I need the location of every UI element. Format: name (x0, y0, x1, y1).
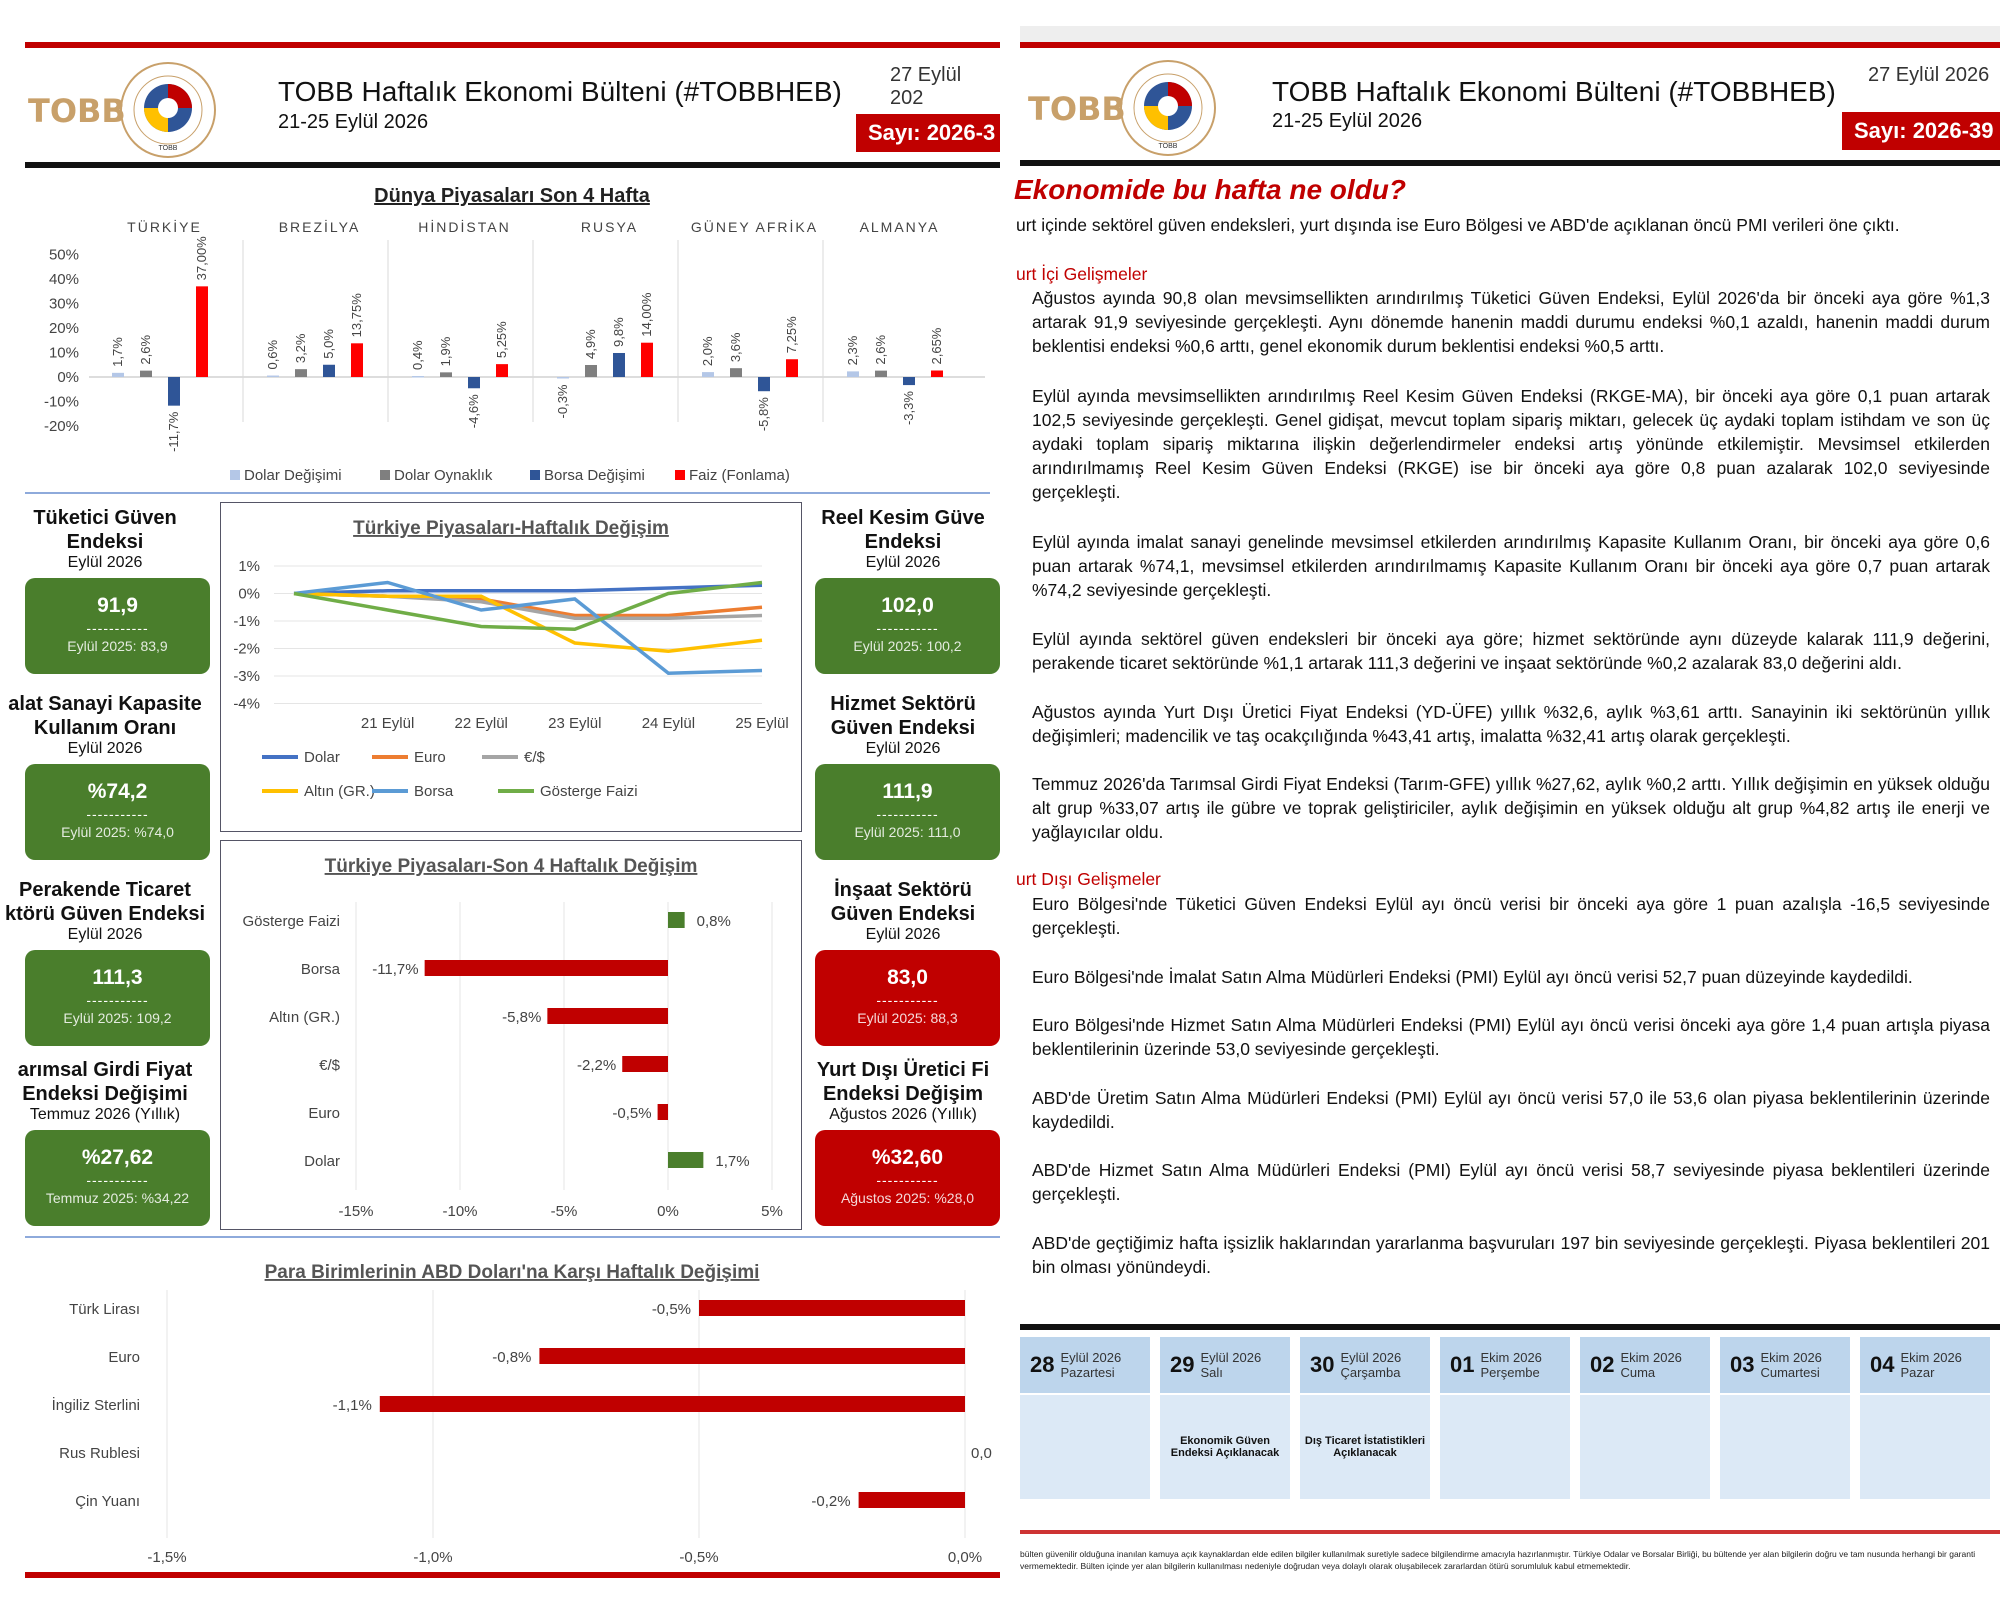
bar-value-label: -11,7% (372, 961, 419, 978)
x-tick-label: 0,0% (947, 1549, 983, 1566)
bar-value-label: 0,0 (971, 1445, 992, 1462)
bar-value-label: 2,0% (700, 336, 715, 367)
bar (668, 1152, 703, 1168)
kpi-title (806, 692, 1000, 740)
calendar-day-number: 28 (1030, 1352, 1055, 1377)
domestic-paragraph: Eylül ayında imalat sanayi genelinde mevsimsel etkilerden arındırılmış Kapasite Kullanım Oranı, bir önceki aya göre 0,6 puan artarak %74,1, mevsimsel etkilerden arındırılmamış Kapasite Kullanım Oranı bir önceki aya göre 0,7 puan artarak %74,2 seviyesinde gerçekleşti. (1032, 532, 1990, 600)
four-week-change-chart (222, 842, 800, 1228)
bar (931, 371, 943, 377)
y-tick-label: 0% (57, 369, 79, 386)
calendar-day (1720, 1337, 1850, 1499)
calendar-weekday: Pazartesi (1060, 1365, 1115, 1380)
country-label: BREZİLYA (278, 219, 361, 235)
category-label: Altın (GR.) (269, 1009, 340, 1026)
calendar-day-header (1020, 1337, 1150, 1393)
calendar-day-meta (1760, 1350, 1821, 1380)
bar-value-label: 5,0% (321, 329, 336, 359)
kpi-period: Temmuz 2026 (Yıllık) (29, 1106, 181, 1123)
kpi-title-line: ktörü Güven Endeksi (4, 903, 206, 925)
calendar-month: Ekim 2026 (1760, 1350, 1822, 1365)
bar (412, 376, 424, 378)
kpi-value: 91,9 (97, 594, 138, 617)
legend-label: Euro (414, 749, 446, 766)
foreign-paragraph: ABD'de Hizmet Satın Alma Müdürleri Endeksi (PMI) Eylül ayı öncü verisi 58,7 seviyesinde piyasa beklentileri üzerinde gerçekleşti. (1032, 1160, 1990, 1204)
seal-caption: TOBB (1158, 143, 1178, 150)
calendar-weekday: Pazar (1900, 1365, 1935, 1380)
domestic-paragraph: Eylül ayında mevsimsellikten arındırılmış Reel Kesim Güven Endeksi (RKGE-MA), bir önceki aya göre 0,1 puan artarak 102,5 seviyesinde gerçekleşti. Genel gidişat, mevcut toplam sipariş miktarı, gelecek üç aydaki toplam istihdam ve son üç aydaki toplam sipariş miktarına ilişkin değerlendirmeler endeksi artış yönünde etkilemiştir. Mevsimsel etkilerden arındırılmamış Reel Kesim Güven Endeksi (RKGE) ise bir önceki aya göre 0,8 puan azalarak 102,0 seviyesinde gerçekleşti. (1032, 386, 1990, 502)
bar (295, 369, 307, 377)
category-label: Türk Lirası (69, 1301, 140, 1318)
bar-value-label: 9,8% (611, 317, 626, 347)
bar-value-label: 2,6% (138, 334, 153, 365)
kpi-previous-value: Eylül 2025: 100,2 (853, 638, 962, 654)
calendar-event (1440, 1395, 1570, 1499)
kpi-value-box (25, 950, 210, 1046)
x-tick-label: -15% (338, 1203, 374, 1220)
bar (547, 1008, 668, 1024)
category-label: Rus Rublesi (59, 1445, 140, 1462)
y-tick-label: -1% (233, 613, 260, 630)
calendar-day (1440, 1337, 1570, 1499)
bar-value-label: -0,2% (811, 1493, 851, 1510)
section-divider (25, 1236, 1000, 1238)
calendar-day-number: 03 (1730, 1352, 1755, 1377)
kpi-title-line: Endeksi Değişim (822, 1083, 984, 1105)
legend-label: Dolar Oynaklık (394, 467, 493, 484)
world-markets-chart (25, 180, 1000, 492)
bar-value-label: -0,8% (492, 1349, 532, 1366)
calendar-day (1860, 1337, 1990, 1499)
bar-value-label: 13,75% (349, 293, 364, 338)
y-tick-label: -3% (233, 668, 260, 685)
kpi-separator: ----------- (86, 806, 149, 822)
bulletin-subtitle: 21-25 Eylül 2026 (1272, 110, 1423, 132)
bar (267, 376, 279, 378)
bar (351, 343, 363, 377)
category-label: Borsa (300, 961, 340, 978)
bar (112, 373, 124, 377)
footer-rule (1020, 1530, 2000, 1534)
y-tick-label: 10% (48, 344, 79, 362)
domestic-paragraph: Temmuz 2026'da Tarımsal Girdi Fiyat Endeksi (Tarım-GFE) yıllık %27,62, aylık %0,2 arttı. Yıllık değişimin en yüksek olduğu alt grup %33,07 artış ile gübre ve toprak geliştiriciler, aylık değişimin en yüksek olduğu alt grup %4,82 artış ile enerji ve yağlayıcılar oldu. (1032, 774, 1990, 842)
currency-change-chart (25, 1248, 1000, 1568)
kpi-title-line: Endeksi Değişimi (22, 1083, 188, 1105)
tobb-logo: TOBB (28, 92, 126, 130)
calendar-event (1580, 1395, 1710, 1499)
category-label: Dolar (304, 1153, 340, 1170)
y-tick-label: 1% (238, 558, 260, 575)
bar-value-label: -3,3% (901, 391, 916, 426)
kpi-previous-value: Eylül 2025: 111,0 (854, 824, 961, 840)
top-gray-band (1020, 26, 2000, 42)
bar (875, 371, 887, 377)
bar (496, 364, 508, 377)
foreign-paragraph: ABD'de Üretim Satın Alma Müdürleri Endeksi (PMI) Eylül ayı öncü verisi 57,0 ile 53,6 olan piyasa beklentilerinin üzerinde kaydedildi. (1032, 1088, 1990, 1132)
bar-value-label: 1,7% (110, 337, 125, 367)
bar (196, 286, 208, 377)
kpi-title (806, 878, 1000, 926)
bar (168, 377, 180, 406)
calendar-day-header (1580, 1337, 1710, 1393)
top-red-rule (25, 42, 1000, 48)
chart-title: Para Birimlerinin ABD Doları'na Karşı Haftalık Değişimi (264, 1262, 760, 1283)
bar-value-label: 0,8% (696, 913, 731, 930)
kpi-title-line: Tüketici Güven (33, 507, 177, 529)
calendar-day-meta (1060, 1350, 1121, 1380)
kpi-value: 111,3 (92, 966, 143, 989)
chart-title: Türkiye Piyasaları-Haftalık Değişim (353, 518, 669, 539)
bar-value-label: -0,3% (555, 384, 570, 419)
bottom-red-rule (25, 1572, 1000, 1578)
category-label: €/$ (319, 1057, 340, 1074)
country-label: ALMANYA (859, 219, 940, 235)
kpi-value: %32,60 (871, 1146, 944, 1169)
kpi-title (0, 878, 210, 926)
calendar-day-number: 30 (1310, 1352, 1335, 1377)
bar-value-label: 3,2% (293, 333, 308, 364)
x-tick-label: -0,5% (679, 1549, 719, 1566)
bar (641, 343, 653, 377)
bulletin-date: 27 Eylül 2026 (1868, 64, 1990, 86)
bulletin-subtitle: 21-25 Eylül 2026 (278, 111, 429, 133)
bar-value-label: -5,8% (756, 397, 771, 432)
kpi-period: Ağustos 2026 (Yıllık) (829, 1106, 977, 1123)
kpi-title-line: Hizmet Sektörü (830, 693, 976, 715)
kpi-value-box (25, 1130, 210, 1226)
bar (613, 353, 625, 377)
tobb-seal-icon (118, 60, 218, 160)
bar-value-label: 37,00% (194, 236, 209, 281)
legend-label: Dolar (304, 749, 340, 766)
legend-label: Borsa Değişimi (544, 467, 645, 484)
kpi-title (0, 1058, 210, 1106)
kpi-period: Eylül 2026 (865, 926, 941, 943)
bulletin-title: TOBB Haftalık Ekonomi Bülteni (#TOBBHEB) (278, 76, 842, 107)
bar-value-label: -2,2% (577, 1057, 617, 1074)
kpi-value-box (815, 950, 1000, 1046)
calendar-weekday: Cuma (1620, 1365, 1656, 1380)
kpi-value: 102,0 (881, 594, 934, 617)
kpi-value-box (815, 1130, 1000, 1226)
calendar-month: Eylül 2026 (1060, 1350, 1122, 1365)
bar-value-label: -0,5% (612, 1105, 652, 1122)
y-tick-label: 30% (48, 295, 79, 313)
kpi-separator: ----------- (876, 992, 939, 1008)
seal-caption: TOBB (158, 145, 178, 152)
country-label: HİNDİSTAN (418, 219, 511, 235)
y-tick-label: 20% (48, 320, 79, 337)
calendar-day-meta (1340, 1350, 1401, 1380)
domestic-paragraph: Ağustos ayında 90,8 olan mevsimsellikten arındırılmış Tüketici Güven Endeksi, Eylül 2026'da bir önceki aya göre %1,3 artarak 91,9 seviyesinde gerçekleşti. Aynı dönemde hanenin maddi durumu endeksi %0,1 azaldı, hanenin maddi durum beklentisi endeksi %0,6 arttı, genel ekonomik durum beklentisi endeksi %0,5 arttı. (1032, 288, 1990, 356)
bar (440, 372, 452, 377)
calendar-day-meta (1900, 1350, 1961, 1380)
kpi-title-line: alat Sanayi Kapasite (8, 693, 202, 715)
calendar-weekday: Salı (1200, 1365, 1223, 1380)
bar-value-label: -4,6% (466, 394, 481, 429)
legend-swatch (675, 470, 685, 480)
category-label: Gösterge Faizi (242, 913, 340, 930)
kpi-previous-value: Eylül 2025: 109,2 (63, 1010, 172, 1026)
bar (380, 1396, 965, 1412)
kpi-title-line: Güven Endeksi (830, 903, 976, 925)
kpi-title-line: Perakende Ticaret (19, 879, 191, 901)
domestic-paragraph: Eylül ayında sektörel güven endeksleri bir önceki aya göre; hizmet sektöründe aynı düzeyde kalarak 111,9 değerini, perakende ticaret sektöründe %1,1 artarak 111,3 değerini ve inşaat sektöründe %0,2 azalarak 83,0 değerini aldı. (1032, 629, 1990, 673)
calendar-month: Ekim 2026 (1480, 1350, 1542, 1365)
kpi-separator: ----------- (876, 620, 939, 636)
kpi-value: %74,2 (87, 780, 148, 803)
calendar-day-meta (1620, 1350, 1681, 1380)
calendar-day-header (1860, 1337, 1990, 1393)
calendar-rule (1020, 1324, 2000, 1330)
calendar-month: Ekim 2026 (1900, 1350, 1962, 1365)
bar (903, 377, 915, 385)
kpi-value-box (25, 578, 210, 674)
bar-value-label: 7,25% (784, 316, 799, 354)
calendar-day-number: 01 (1450, 1352, 1475, 1377)
kpi-period: Eylül 2026 (67, 554, 143, 571)
foreign-paragraph: Euro Bölgesi'nde Tüketici Güven Endeksi Eylül ayı öncü verisi bir önceki aya göre 1 puan azalışla -16,5 seviyesinde gerçekleşti. (1032, 894, 1990, 938)
calendar-day-header (1720, 1337, 1850, 1393)
legend-label: Gösterge Faizi (540, 783, 638, 800)
calendar-event: Ekonomik Güven Endeksi Açıklanacak (1160, 1395, 1290, 1499)
bar (668, 912, 685, 928)
y-tick-label: 50% (48, 246, 79, 264)
bar-value-label: 1,7% (715, 1153, 750, 1170)
calendar-day (1300, 1337, 1430, 1499)
section-divider (25, 492, 990, 494)
kpi-previous-value: Ağustos 2025: %28,0 (840, 1190, 975, 1206)
kpi-title (0, 506, 210, 554)
header-black-rule (1020, 160, 2000, 166)
kpi-period: Eylül 2026 (67, 926, 143, 943)
foreign-paragraph: Euro Bölgesi'nde İmalat Satın Alma Müdürleri Endeksi (PMI) Eylül ayı öncü verisi 52,7 puan düzeyinde kaydedildi. (1032, 967, 1913, 987)
calendar-month: Eylül 2026 (1200, 1350, 1262, 1365)
kpi-value: 111,9 (882, 780, 933, 803)
kpi-period: Eylül 2026 (865, 554, 941, 571)
kpi-title (0, 692, 210, 740)
country-label: GÜNEY AFRİKA (690, 219, 819, 235)
category-label: Euro (308, 1105, 340, 1122)
x-tick-label: 21 Eylül (360, 715, 415, 732)
calendar-event: Dış Ticaret İstatistikleri Açıklanacak (1300, 1395, 1430, 1499)
kpi-separator: ----------- (86, 992, 149, 1008)
x-tick-label: 0% (657, 1203, 679, 1220)
chart-title: Türkiye Piyasaları-Son 4 Haftalık Değişim (324, 856, 698, 877)
legend-label: €/$ (524, 749, 545, 766)
calendar-day-number: 29 (1170, 1352, 1195, 1377)
x-tick-label: -1,5% (147, 1549, 187, 1566)
kpi-title-line: Endeksi (66, 531, 144, 553)
bar-value-label: 2,3% (845, 335, 860, 366)
bar (758, 377, 770, 391)
bar-value-label: 0,4% (410, 340, 425, 371)
bar-value-label: 0,6% (265, 339, 280, 370)
bar (323, 365, 335, 377)
kpi-title (806, 1058, 1000, 1106)
kpi-period: Eylül 2026 (67, 740, 143, 757)
y-tick-label: -20% (43, 418, 79, 435)
bar (557, 377, 569, 379)
x-tick-label: 23 Eylül (548, 715, 602, 732)
kpi-title-line: Endeksi (864, 531, 942, 553)
bar-value-label: -11,7% (166, 411, 181, 452)
bar (622, 1056, 668, 1072)
y-tick-label: 0% (238, 585, 260, 603)
bar (468, 377, 480, 388)
kpi-title-line: Güven Endeksi (830, 717, 976, 739)
bar (730, 368, 742, 377)
foreign-paragraph: ABD'de geçtiğimiz hafta işsizlik haklarından yararlanma başvuruları 197 bin seviyesinde gerçekleşti. Piyasa beklentileri 201 bin olması yönündeydi. (1032, 1233, 1990, 1277)
calendar-month: Eylül 2026 (1340, 1350, 1402, 1365)
x-tick-label: 22 Eylül (454, 715, 508, 732)
chart-title: Dünya Piyasaları Son 4 Hafta (374, 185, 650, 207)
disclaimer: bülten güvenilir olduğuna inanılan kamuya açık kaynaklardan elde edilen bilgiler kullanılmak suretiyle sadece bilgilendirme amacıyla hazırlanmıştır. Türkiye Odalar ve Borsalar Birliği, bu bültende yer alan bilgilerin doğru ve tam nusunda herhangi bir garanti vermemektedir. Bülten içinde yer alan bilgilerin kullanılması nedeniyle doğrudan veya dolaylı olarak oluşabilecek zararlardan ötürü sorumluluk kabul etmemektedir. (1020, 1549, 1976, 1571)
y-tick-label: -10% (43, 393, 79, 411)
x-tick-label: -10% (442, 1203, 478, 1220)
calendar-day-number: 02 (1590, 1352, 1615, 1377)
kpi-value: %27,62 (81, 1146, 154, 1169)
kpi-value-box (815, 764, 1000, 860)
kpi-previous-value: Temmuz 2025: %34,22 (45, 1190, 190, 1206)
bar-value-label: 3,6% (728, 332, 743, 363)
bar (847, 371, 859, 377)
kpi-separator: ----------- (86, 1172, 149, 1188)
x-tick-label: -5% (550, 1203, 578, 1220)
calendar-day-header (1300, 1337, 1430, 1393)
bar (786, 359, 798, 377)
y-tick-label: -2% (233, 640, 260, 658)
issue-badge: Sayı: 2026-3 (856, 114, 1000, 152)
calendar-weekday: Perşembe (1480, 1365, 1540, 1380)
calendar-day-header (1440, 1337, 1570, 1393)
legend-swatch (230, 470, 240, 480)
kpi-title-line: Reel Kesim Güve (821, 507, 985, 529)
kpi-previous-value: Eylül 2025: %74,0 (61, 824, 174, 840)
legend-label: Altın (GR.) (304, 783, 375, 800)
calendar-day-header (1160, 1337, 1290, 1393)
top-red-rule (1020, 42, 2000, 48)
calendar-weekday: Çarşamba (1340, 1365, 1401, 1380)
bar (539, 1348, 965, 1364)
legend-swatch (530, 470, 540, 480)
kpi-value: 83,0 (887, 966, 928, 989)
tobb-seal-icon (1118, 58, 1218, 158)
bar (585, 365, 597, 377)
legend-label: Dolar Değişimi (244, 467, 342, 484)
calendar-day-meta (1200, 1350, 1261, 1380)
category-label: İngiliz Sterlini (51, 1397, 140, 1414)
bar-value-label: 14,00% (639, 292, 654, 337)
lead-sentence: urt içinde sektörel güven endeksleri, yurt dışında ise Euro Bölgesi ve ABD'de açıklanan öncü PMI verileri öne çıktı. (1016, 215, 1900, 235)
kpi-title-line: arımsal Girdi Fiyat (17, 1059, 193, 1081)
bar (140, 371, 152, 377)
series-line (294, 594, 762, 652)
x-tick-label: 25 Eylül (735, 715, 789, 732)
bar (702, 372, 714, 377)
category-label: Çin Yuanı (75, 1493, 140, 1510)
tobb-logo: TOBB (1028, 90, 1126, 128)
domestic-paragraph: Ağustos ayında Yurt Dışı Üretici Fiyat Endeksi (YD-ÜFE) yıllık %32,6, aylık %3,61 arttı. Sanayinin iki sektörünün yıllık değişimleri; madencilik ve taş ocakçılığında %43,41 artış, imalatta %32,41 artış olarak gerçekleşti. (1032, 702, 1990, 746)
calendar-event (1020, 1395, 1150, 1499)
bar-value-label: 2,65% (929, 327, 944, 365)
weekly-change-chart (222, 504, 800, 830)
bar (859, 1492, 965, 1508)
section-heading: Ekonomide bu hafta ne oldu? (1014, 174, 1406, 205)
domestic-heading: urt İçi Gelişmeler (1016, 264, 1148, 284)
kpi-value-box (25, 764, 210, 860)
bar-value-label: 4,9% (583, 329, 598, 359)
bar (658, 1104, 668, 1120)
kpi-period: Eylül 2026 (865, 740, 941, 757)
bar-value-label: -1,1% (332, 1397, 372, 1414)
calendar-event (1860, 1395, 1990, 1499)
foreign-heading: urt Dışı Gelişmeler (1016, 869, 1161, 889)
foreign-paragraph: Euro Bölgesi'nde Hizmet Satın Alma Müdürleri Endeksi (PMI) Eylül ayı öncü verisi önceki aya göre 1,4 puan artışla piyasa beklentilerinin üzerinde 53,0 seviyesinde gerçekleşti. (1032, 1015, 1990, 1059)
bar-value-label: -0,5% (651, 1301, 691, 1318)
bar-value-label: 2,6% (873, 334, 888, 365)
kpi-separator: ----------- (876, 1172, 939, 1188)
bar-value-label: 1,9% (438, 336, 453, 367)
calendar-day (1020, 1337, 1150, 1499)
kpi-title (806, 506, 1000, 554)
x-tick-label: 24 Eylül (641, 715, 696, 732)
kpi-separator: ----------- (876, 806, 939, 822)
calendar-day (1580, 1337, 1710, 1499)
kpi-previous-value: Eylül 2025: 88,3 (857, 1010, 958, 1026)
header-black-rule (25, 162, 1000, 168)
category-label: Euro (108, 1349, 140, 1366)
bulletin-title: TOBB Haftalık Ekonomi Bülteni (#TOBBHEB) (1272, 76, 1836, 107)
kpi-previous-value: Eylül 2025: 83,9 (67, 638, 168, 654)
calendar-day (1160, 1337, 1290, 1499)
kpi-value-box (815, 578, 1000, 674)
calendar-month: Ekim 2026 (1620, 1350, 1682, 1365)
y-tick-label: 40% (48, 271, 79, 288)
calendar-weekday: Cumartesi (1760, 1365, 1820, 1380)
bar (699, 1300, 965, 1316)
kpi-separator: ----------- (86, 620, 149, 636)
legend-label: Borsa (414, 783, 454, 800)
bulletin-date: 27 Eylül 202 (890, 64, 962, 109)
kpi-title-line: İnşaat Sektörü (834, 879, 972, 901)
kpi-title-line: Kullanım Oranı (33, 717, 177, 739)
bar (425, 960, 668, 976)
y-tick-label: -4% (233, 695, 260, 713)
x-tick-label: -1,0% (413, 1549, 453, 1566)
legend-label: Faiz (Fonlama) (689, 467, 790, 484)
country-label: RUSYA (580, 219, 639, 235)
bar-value-label: -5,8% (502, 1009, 542, 1026)
calendar-day-meta (1480, 1350, 1541, 1380)
calendar-day-number: 04 (1870, 1352, 1895, 1377)
country-label: TÜRKİYE (127, 219, 202, 235)
issue-badge: Sayı: 2026-39 (1842, 112, 2000, 150)
kpi-title-line: Yurt Dışı Üretici Fi (816, 1059, 990, 1081)
bar-value-label: 5,25% (494, 321, 509, 359)
legend-swatch (380, 470, 390, 480)
right-page (1010, 0, 2000, 1600)
x-tick-label: 5% (761, 1203, 783, 1220)
calendar-event (1720, 1395, 1850, 1499)
